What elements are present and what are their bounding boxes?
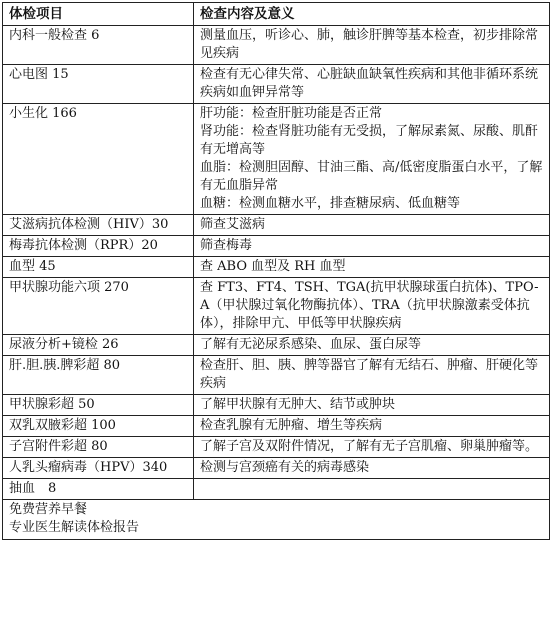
checkup-content-cell [194, 278, 550, 335]
checkup-item-cell: 甲状腺彩超 50 [3, 395, 194, 416]
content-line [200, 480, 545, 498]
table-row [3, 479, 550, 500]
table-row [3, 26, 550, 65]
table-row [3, 257, 550, 278]
content-line: 血脂：检测胆固醇、甘油三酯、高/低密度脂蛋白水平，了解有无血脂异常 [200, 160, 543, 193]
table-row [3, 278, 550, 335]
table-row [3, 236, 550, 257]
content-line: 了解有无泌尿系感染、血尿、蛋白尿等 [200, 337, 422, 352]
checkup-content-cell [194, 335, 550, 356]
content-line: 检测与宫颈癌有关的病毒感染 [200, 460, 370, 475]
content-line: 查 ABO 血型及 RH 血型 [200, 259, 346, 274]
checkup-content-cell [194, 356, 550, 395]
content-line: 筛查梅毒 [200, 238, 253, 253]
table-body [3, 26, 550, 500]
checkup-items-table [2, 2, 550, 540]
checkup-content-cell [194, 416, 550, 437]
table-row [3, 437, 550, 458]
table-row [3, 458, 550, 479]
checkup-item-cell: 内科一般检查 6 [3, 26, 194, 65]
content-line: 筛查艾滋病 [200, 217, 266, 232]
table-row [3, 416, 550, 437]
checkup-content-cell [194, 257, 550, 278]
checkup-content-cell [194, 479, 550, 500]
table-row [3, 356, 550, 395]
table-row [3, 395, 550, 416]
content-line: 查 FT3、FT4、TSH、TGA(抗甲状腺球蛋白抗体)、TPO-A（甲状腺过氧化物酶抗体）、TRA（抗甲状腺激素受体抗体），排除甲亢、甲低等甲状腺疾病 [200, 280, 539, 331]
checkup-item-cell: 双乳双腋彩超 100 [3, 416, 194, 437]
header-content: 检查内容及意义 [194, 3, 550, 26]
checkup-content-cell [194, 65, 550, 104]
checkup-item-cell: 尿液分析+镜检 26 [3, 335, 194, 356]
content-line: 肝功能：检查肝脏功能是否正常 [200, 106, 383, 121]
footer-row [3, 500, 550, 540]
table-row [3, 335, 550, 356]
checkup-item-cell: 梅毒抗体检测（RPR）20 [3, 236, 194, 257]
checkup-item-cell: 甲状腺功能六项 270 [3, 278, 194, 335]
checkup-item-cell: 血型 45 [3, 257, 194, 278]
checkup-content-cell [194, 26, 550, 65]
checkup-item-cell: 小生化 166 [3, 104, 194, 215]
footer-line-breakfast: 免费营养早餐 [9, 502, 88, 517]
content-line: 肾功能：检查肾脏功能有无受损，了解尿素氮、尿酸、肌酐有无增高等 [200, 124, 539, 157]
checkup-item-cell: 子宫附件彩超 80 [3, 437, 194, 458]
table-footer [3, 500, 550, 540]
table-row [3, 104, 550, 215]
checkup-item-cell: 人乳头瘤病毒（HPV）340 [3, 458, 194, 479]
checkup-item-cell: 抽血 8 [3, 479, 194, 500]
content-line: 检查有无心律失常、心脏缺血缺氧性疾病和其他非循环系统疾病如血钾异常等 [200, 67, 539, 100]
footer-cell [3, 500, 550, 540]
table-row [3, 65, 550, 104]
checkup-content-cell [194, 458, 550, 479]
checkup-item-cell: 肝.胆.胰.脾彩超 80 [3, 356, 194, 395]
checkup-content-cell [194, 437, 550, 458]
content-line: 了解子宫及双附件情况，了解有无子宫肌瘤、卵巢肿瘤等。 [200, 439, 539, 454]
footer-line-report: 专业医生解读体检报告 [9, 520, 140, 535]
checkup-content-cell [194, 104, 550, 215]
checkup-content-cell [194, 236, 550, 257]
content-line: 了解甲状腺有无肿大、结节或肿块 [200, 397, 396, 412]
checkup-item-cell: 艾滋病抗体检测（HIV）30 [3, 215, 194, 236]
content-line: 检查肝、胆、胰、脾等器官了解有无结石、肿瘤、肝硬化等疾病 [200, 358, 539, 391]
checkup-table-container [2, 2, 549, 540]
checkup-item-cell: 心电图 15 [3, 65, 194, 104]
checkup-content-cell [194, 395, 550, 416]
content-line: 检查乳腺有无肿瘤、增生等疾病 [200, 418, 383, 433]
content-line: 血糖：检测血糖水平，排查糖尿病、低血糖等 [200, 196, 461, 211]
header-item: 体检项目 [3, 3, 194, 26]
content-line: 测量血压，听诊心、肺，触诊肝脾等基本检查，初步排除常见疾病 [200, 28, 539, 61]
table-header-row [3, 3, 550, 26]
table-row [3, 215, 550, 236]
checkup-content-cell [194, 215, 550, 236]
